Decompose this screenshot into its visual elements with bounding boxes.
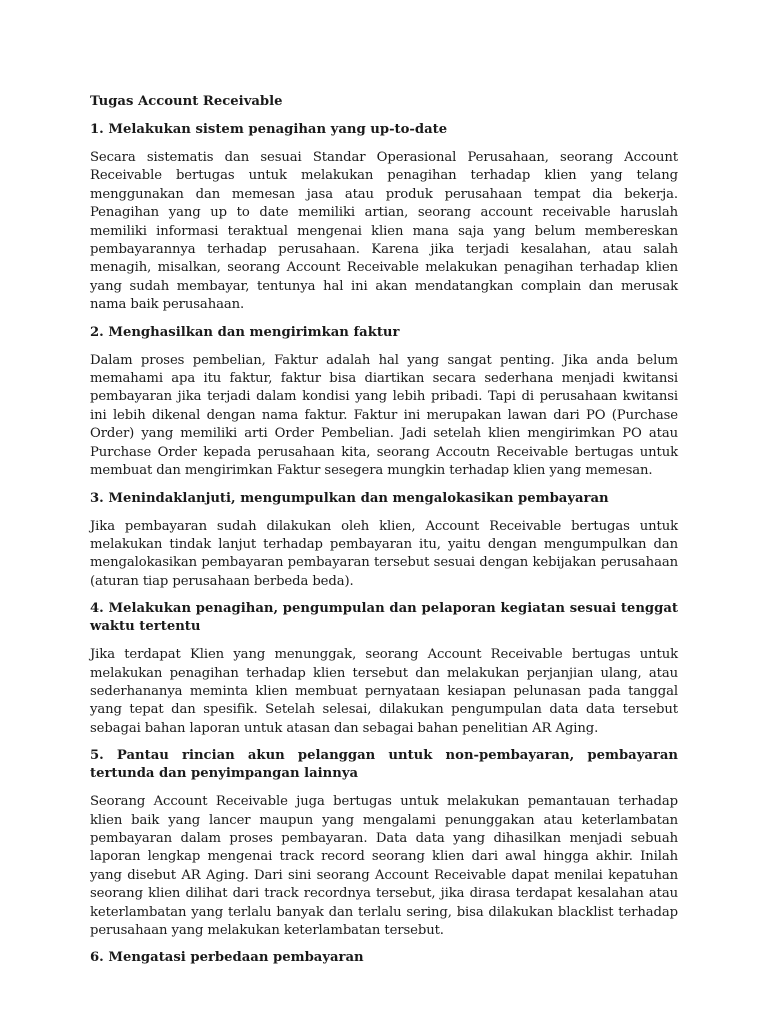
section-heading-4: 4. Melakukan penagihan, pengumpulan dan pelaporan kegiatan sesuai tenggat waktu tertentu bbox=[90, 601, 678, 635]
section-heading-2: 2. Menghasilkan dan mengirimkan faktur bbox=[90, 324, 400, 340]
section-heading-3: 3. Menindaklanjuti, mengumpulkan dan mengalokasikan pembayaran bbox=[90, 490, 609, 506]
section-body-2: Dalam proses pembelian, Faktur adalah hal yang sangat penting. Jika anda belum memahami apa itu faktur, faktur bisa diartikan secara sederhana menjadi kwitansi pembayaran jika terjadi dalam kondisi yang lebih pribadi. Tapi di perusahaan kwitansi ini lebih dikenal dengan nama faktur. Faktur ini merupakan lawan dari PO (Purchase Order) yang memiliki arti Order Pembelian. Jadi setelah klien mengirimkan PO atau Purchase Order kepada perusahaan kita, seorang Accoutn Receivable bertugas untuk membuat dan mengirimkan Faktur sesegera mungkin terhadap klien yang memesan. bbox=[90, 352, 678, 479]
section-body-3: Jika pembayaran sudah dilakukan oleh klien, Account Receivable bertugas untuk melakukan tindak lanjut terhadap pembayaran itu, yaitu dengan mengumpulkan dan mengalokasikan pembayaran pembayaran tersebut sesuai dengan kebijakan perusahaan (aturan tiap perusahaan berbeda beda). bbox=[90, 518, 678, 589]
section-heading-6: 6. Mengatasi perbedaan pembayaran bbox=[90, 950, 364, 966]
section-heading-1: 1. Melakukan sistem penagihan yang up-to-date bbox=[90, 122, 448, 137]
section-heading-5: 5. Pantau rincian akun pelanggan untuk non-pembayaran, pembayaran tertunda dan penyimpangan lainnya bbox=[90, 748, 678, 782]
document-title: Tugas Account Receivable bbox=[90, 94, 283, 109]
section-body-1: Secara sistematis dan sesuai Standar Operasional Perusahaan, seorang Account Receivable bertugas untuk melakukan penagihan terhadap klien yang telang menggunakan dan memesan jasa atau produk perusahaan tempat dia bekerja. Penagihan yang up to date memiliki artian, seorang account receivable haruslah memiliki informasi teraktual mengenai klien mana saja yang belum membereskan pembayarannya terhadap perusahaan. Karena jika terjadi kesalahan, atau salah menagih, misalkan, seorang Account Receivable melakukan penagihan terhadap klien yang sudah membayar, tentunya hal ini akan mendatangkan complain dan merusak nama baik perusahaan. bbox=[90, 150, 678, 313]
section-body-5: Seorang Account Receivable juga bertugas untuk melakukan pemantauan terhadap klien baik yang lancer maupun yang mengalami penunggakan atau keterlambatan pembayaran dalam proses pembayaran. Data data yang dihasilkan menjadi sebuah laporan lengkap mengenai track record seorang klien dari awal hingga akhir. Inilah yang disebut AR Aging. Dari sini seorang Account Receivable dapat menilai kepatuhan seorang klien dilihat dari track recordnya tersebut, jika dirasa terdapat kesalahan atau keterlambatan yang terlalu banyak dan terlalu sering, bisa dilakukan blacklist terhadap perusahaan yang melakukan keterlambatan tersebut. bbox=[90, 794, 678, 938]
document-page bbox=[90, 93, 678, 977]
section-body-4: Jika terdapat Klien yang menunggak, seorang Account Receivable bertugas untuk melakukan penagihan terhadap klien tersebut dan melakukan perjanjian ulang, atau sederhananya meminta klien membuat pernyataan kesiapan pelunasan pada tanggal yang tepat dan spesifik. Setelah selesai, dilakukan pengumpulan data data tersebut sebagai bahan laporan untuk atasan dan sebagai bahan penelitian AR Aging. bbox=[90, 647, 678, 736]
